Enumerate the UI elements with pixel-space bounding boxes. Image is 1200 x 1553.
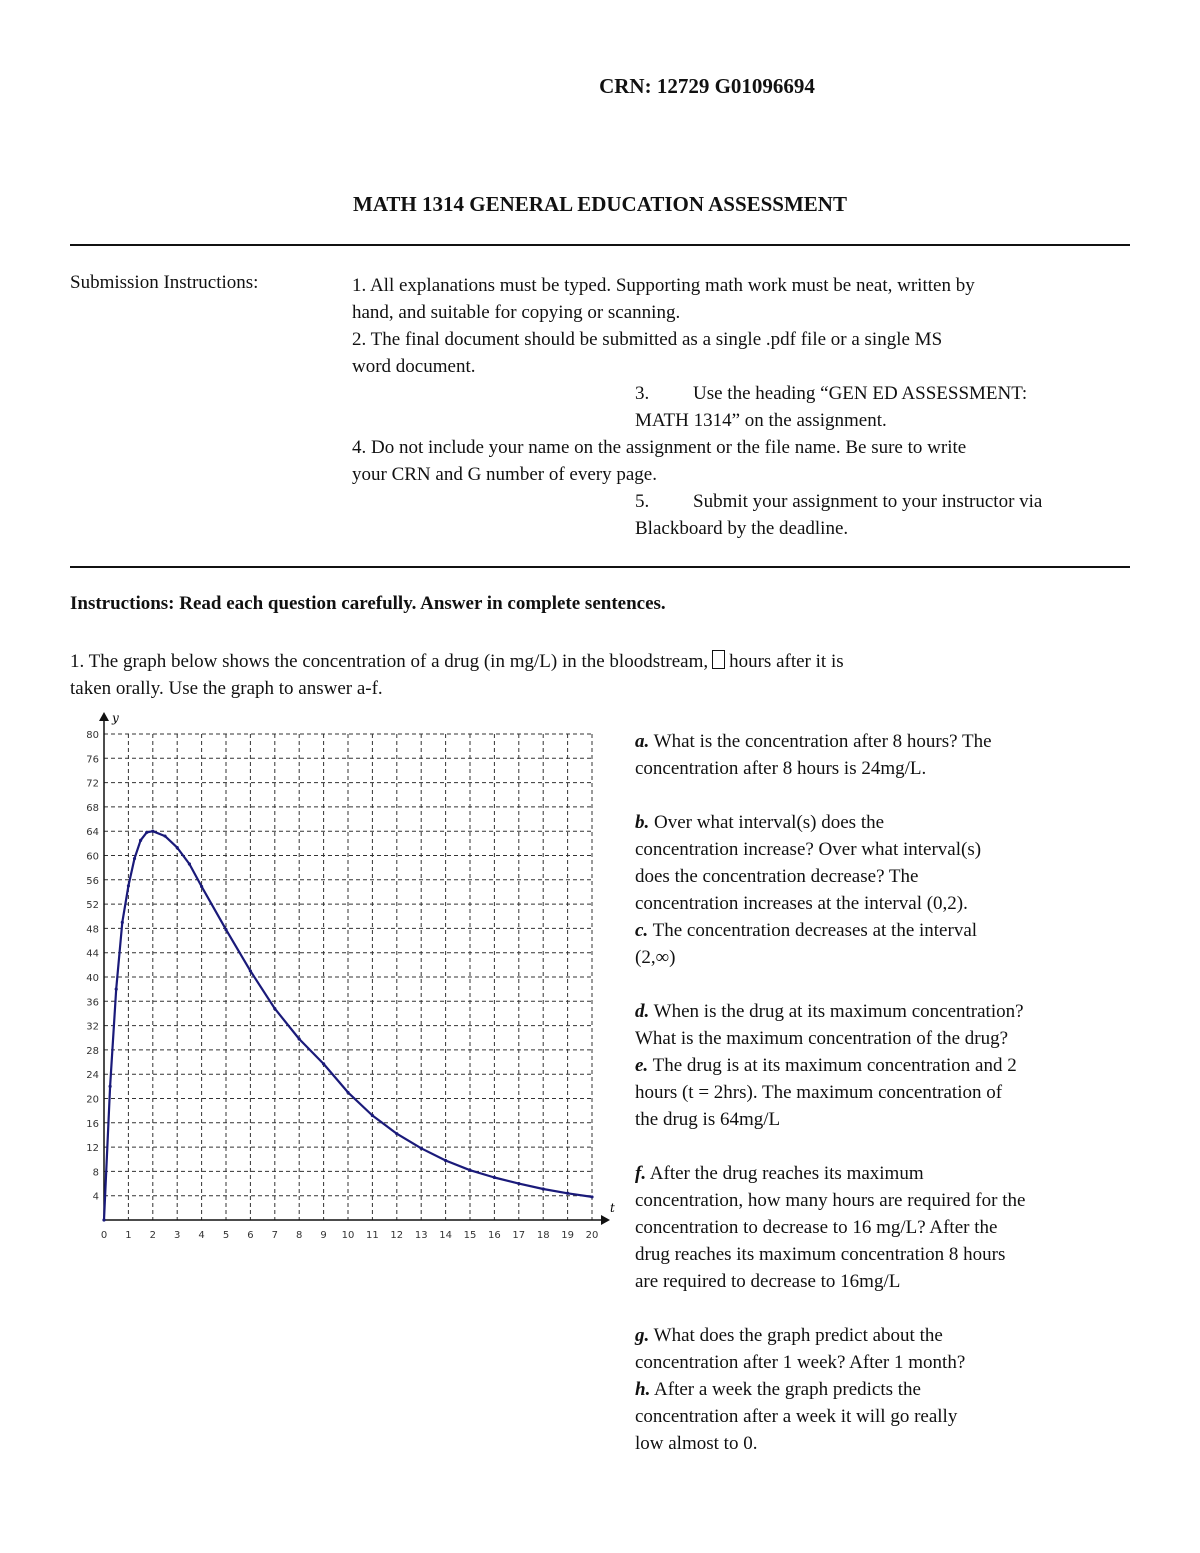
answer-b-text: Over what interval(s) does the xyxy=(654,812,885,833)
curve-point xyxy=(249,969,252,972)
answer-g-line-2: concentration after 1 week? After 1 month? xyxy=(635,1352,966,1373)
answer-e-letter: e. xyxy=(635,1055,649,1076)
x-tick-label: 1 xyxy=(125,1230,132,1241)
y-tick-label: 32 xyxy=(86,1021,99,1033)
curve-point xyxy=(200,885,203,888)
x-axis-letter: t xyxy=(610,1201,615,1215)
submission-instructions xyxy=(352,272,1142,542)
answer-a-line-1 xyxy=(635,728,1135,755)
instruction-3-line-1 xyxy=(352,380,1142,407)
answer-f-line-3: concentration to decrease to 16 mg/L? After the xyxy=(635,1217,998,1238)
y-tick-label: 48 xyxy=(86,924,99,936)
curve-point xyxy=(493,1176,496,1179)
answer-f-letter: f. xyxy=(635,1163,647,1184)
y-tick-label: 28 xyxy=(86,1045,99,1057)
y-tick-label: 36 xyxy=(86,997,99,1009)
x-tick-label: 13 xyxy=(414,1230,428,1241)
x-tick-label: 11 xyxy=(366,1230,379,1241)
y-tick-label: 20 xyxy=(86,1094,99,1106)
y-tick-label: 68 xyxy=(86,802,99,814)
x-tick-label: 16 xyxy=(488,1230,501,1241)
instruction-2-line-2: word document. xyxy=(352,356,476,377)
curve-point xyxy=(115,988,118,991)
x-tick-label: 10 xyxy=(341,1230,355,1241)
instruction-5-line-2: Blackboard by the deadline. xyxy=(635,518,849,539)
answer-f-line-1 xyxy=(635,1160,1135,1187)
curve-point xyxy=(395,1132,398,1135)
curve-point xyxy=(371,1114,374,1117)
curve-point xyxy=(109,1085,112,1088)
answer-a-letter: a. xyxy=(635,731,650,752)
question-1-line-1 xyxy=(70,648,1070,675)
answer-h-line-1 xyxy=(635,1376,1135,1403)
answer-e-line-2: hours (t = 2hrs). The maximum concentration of xyxy=(635,1082,1003,1103)
curve-point xyxy=(224,928,227,931)
y-tick-label: 56 xyxy=(86,875,99,887)
y-tick-label: 12 xyxy=(86,1143,99,1155)
curve-point xyxy=(298,1037,301,1040)
answer-h-line-3: low almost to 0. xyxy=(635,1433,758,1454)
y-tick-label: 4 xyxy=(92,1191,99,1203)
answer-e-line-3: the drug is 64mg/L xyxy=(635,1109,781,1130)
instruction-3-text: Use the heading “GEN ED ASSESSMENT: xyxy=(693,383,1028,404)
graph-svg xyxy=(78,712,618,1242)
answer-b-letter: b. xyxy=(635,812,650,833)
y-tick-label: 80 xyxy=(86,730,99,741)
y-axis-letter: y xyxy=(112,712,119,725)
curve-point xyxy=(444,1159,447,1162)
x-tick-label: 7 xyxy=(271,1230,278,1241)
y-tick-label: 76 xyxy=(86,754,99,766)
instruction-3-number: 3. xyxy=(635,383,650,404)
curve-point xyxy=(151,830,154,833)
x-tick-label: 3 xyxy=(174,1230,181,1241)
x-tick-label: 9 xyxy=(320,1230,327,1241)
x-tick-label: 4 xyxy=(198,1230,205,1241)
answer-d-line-2: What is the maximum concentration of the drug? xyxy=(635,1028,1009,1049)
curve-point xyxy=(346,1091,349,1094)
answer-e-line-1 xyxy=(635,1052,1135,1079)
answer-d-letter: d. xyxy=(635,1001,650,1022)
question-1-text-after: hours after it is xyxy=(729,651,844,672)
y-tick-label: 44 xyxy=(86,948,99,960)
instruction-3-line-2: MATH 1314” on the assignment. xyxy=(635,410,887,431)
answer-f-line-2: concentration, how many hours are required for the xyxy=(635,1190,1026,1211)
y-tick-label: 16 xyxy=(86,1118,99,1130)
question-1-text-before: 1. The graph below shows the concentration of a drug (in mg/L) in the bloodstream, xyxy=(70,651,709,672)
answer-f-line-5: are required to decrease to 16mg/L xyxy=(635,1271,901,1292)
answer-d-text: When is the drug at its maximum concentration? xyxy=(653,1001,1024,1022)
curve-point xyxy=(566,1192,569,1195)
x-tick-label: 2 xyxy=(149,1230,156,1241)
x-tick-label: 19 xyxy=(561,1230,574,1241)
curve-point xyxy=(102,1218,105,1221)
answer-b-line-2: concentration increase? Over what interval(s) xyxy=(635,839,982,860)
curve-point xyxy=(420,1147,423,1150)
instruction-5-number: 5. xyxy=(635,491,650,512)
y-axis-arrow-icon xyxy=(99,712,109,721)
instruction-1-line-2: hand, and suitable for copying or scanning. xyxy=(352,302,681,323)
bottom-divider xyxy=(70,566,1130,568)
x-tick-label: 18 xyxy=(536,1230,550,1241)
answers-column xyxy=(635,728,1135,1457)
curve-point xyxy=(188,862,191,865)
y-tick-label: 24 xyxy=(86,1070,99,1082)
answer-c-letter: c. xyxy=(635,920,649,941)
x-tick-label: 17 xyxy=(512,1230,526,1241)
answer-c-text: The concentration decreases at the interval xyxy=(652,920,978,941)
answer-h-text: After a week the graph predicts the xyxy=(654,1379,921,1400)
curve-point xyxy=(139,839,142,842)
answer-c-line-1 xyxy=(635,917,1135,944)
x-axis-arrow-icon xyxy=(601,1215,610,1225)
top-divider xyxy=(70,244,1130,246)
answer-d-line-1 xyxy=(635,998,1135,1025)
x-tick-label: 14 xyxy=(439,1230,452,1241)
instructions-heading: Instructions: Read each question carefully. Answer in complete sentences. xyxy=(70,593,666,614)
answer-a-line-2: concentration after 8 hours is 24mg/L. xyxy=(635,758,927,779)
answer-h-line-2: concentration after a week it will go really xyxy=(635,1406,958,1427)
concentration-graph xyxy=(78,712,618,1247)
y-tick-label: 52 xyxy=(86,900,99,912)
instruction-5-text: Submit your assignment to your instructor via xyxy=(693,491,1043,512)
instruction-2-line-1: 2. The final document should be submitted as a single .pdf file or a single MS xyxy=(352,329,943,350)
curve-point xyxy=(590,1195,593,1198)
y-tick-label: 8 xyxy=(92,1167,99,1179)
curve-point xyxy=(322,1062,325,1065)
answer-h-letter: h. xyxy=(635,1379,651,1400)
x-tick-label: 12 xyxy=(390,1230,404,1241)
document-title: MATH 1314 GENERAL EDUCATION ASSESSMENT xyxy=(353,192,847,216)
answer-g-line-1 xyxy=(635,1322,1135,1349)
answer-c-line-2: (2,∞) xyxy=(635,947,676,968)
x-tick-label: 20 xyxy=(585,1230,599,1241)
answer-g-letter: g. xyxy=(635,1325,650,1346)
answer-e-text: The drug is at its maximum concentration and 2 xyxy=(652,1055,1017,1076)
answer-b-line-4: concentration increases at the interval (0,2). xyxy=(635,893,968,914)
y-tick-label: 60 xyxy=(86,851,99,863)
answer-g-text: What does the graph predict about the xyxy=(653,1325,943,1346)
answer-a-text: What is the concentration after 8 hours? The xyxy=(653,731,992,752)
question-1 xyxy=(70,648,1070,702)
curve-point xyxy=(163,834,166,837)
x-tick-label: 15 xyxy=(463,1230,477,1241)
curve-point xyxy=(121,921,124,924)
curve-point xyxy=(542,1187,545,1190)
crn-header: CRN: 12729 G01096694 xyxy=(599,74,815,98)
answer-f-line-4: drug reaches its maximum concentration 8 hours xyxy=(635,1244,1006,1265)
y-tick-label: 64 xyxy=(86,827,99,839)
answer-b-line-1 xyxy=(635,809,1135,836)
y-tick-label: 40 xyxy=(86,973,99,984)
x-tick-label: 5 xyxy=(222,1230,230,1241)
curve-point xyxy=(176,846,179,849)
y-tick-label: 72 xyxy=(86,778,99,790)
curve-point xyxy=(468,1169,471,1172)
submission-label: Submission Instructions: xyxy=(70,272,259,293)
instruction-4-line-1: 4. Do not include your name on the assignment or the file name. Be sure to write xyxy=(352,437,967,458)
answer-b-line-3: does the concentration decrease? The xyxy=(635,866,919,887)
curve-point xyxy=(273,1007,276,1010)
question-1-line-2: taken orally. Use the graph to answer a-f. xyxy=(70,678,383,699)
x-tick-label: 6 xyxy=(247,1230,254,1241)
curve-point xyxy=(127,884,130,887)
instruction-4-line-2: your CRN and G number of every page. xyxy=(352,464,657,485)
curve-point xyxy=(517,1182,520,1185)
answer-f-text: After the drug reaches its maximum xyxy=(649,1163,924,1184)
curve-point xyxy=(133,857,136,860)
curve-point xyxy=(145,831,148,834)
x-tick-label: 8 xyxy=(296,1230,303,1241)
instruction-5-line-1 xyxy=(352,488,1142,515)
x-tick-label: 0 xyxy=(100,1230,108,1241)
instruction-1-line-1: 1. All explanations must be typed. Supporting math work must be neat, written by xyxy=(352,275,975,296)
missing-glyph-icon xyxy=(712,650,725,669)
